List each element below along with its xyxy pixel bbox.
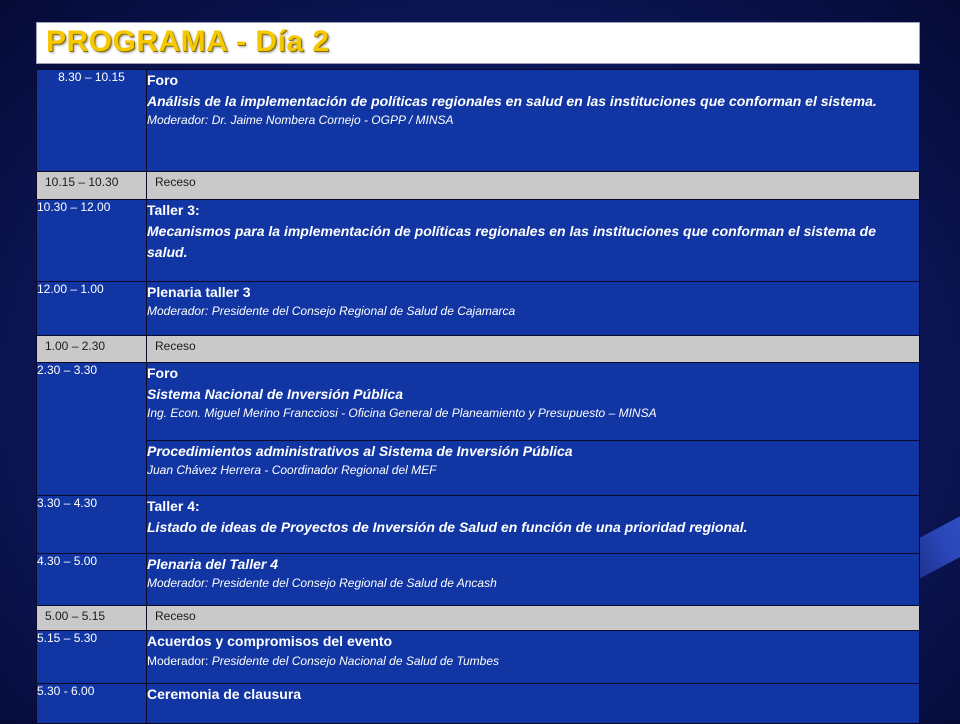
table-row <box>37 172 920 200</box>
agenda-table <box>36 69 920 724</box>
table-row <box>37 441 920 496</box>
time-cell: 12.00 – 1.00 <box>37 282 147 336</box>
session-cell <box>147 70 920 172</box>
time-cell: 10.15 – 10.30 <box>37 172 147 200</box>
table-row <box>37 336 920 363</box>
session-moderator <box>147 652 919 670</box>
session-speaker: Juan Chávez Herrera - Coordinador Regional del MEF <box>147 463 437 477</box>
moderator-name: Presidente del Consejo Nacional de Salud de Tumbes <box>211 654 499 668</box>
session-heading: Foro <box>147 72 179 88</box>
session-cell <box>147 496 920 554</box>
time-cell: 10.30 – 12.00 <box>37 200 147 282</box>
table-row <box>37 70 920 172</box>
table-row <box>37 554 920 606</box>
session-heading: Plenaria taller 3 <box>147 284 251 300</box>
session-cell <box>147 684 920 724</box>
session-cell <box>147 631 920 684</box>
session-topic: Sistema Nacional de Inversión Pública <box>147 386 403 402</box>
page-title: PROGRAMA - Día 2 <box>46 25 330 58</box>
time-cell: 4.30 – 5.00 <box>37 554 147 606</box>
session-speaker: Ing. Econ. Miguel Merino Francciosi - Oficina General de Planeamiento y Presupuesto – MINSA <box>147 406 657 420</box>
break-cell: Receso <box>147 172 920 200</box>
session-cell <box>147 441 920 496</box>
time-cell: 3.30 – 4.30 <box>37 496 147 554</box>
session-topic: Procedimientos administrativos al Sistema de Inversión Pública <box>147 443 573 459</box>
table-row <box>37 606 920 631</box>
time-cell: 5.15 – 5.30 <box>37 631 147 684</box>
table-row <box>37 496 920 554</box>
session-topic: Mecanismos para la implementación de políticas regionales en las instituciones que conforman el sistema de salud. <box>147 223 877 260</box>
time-cell: 8.30 – 10.15 <box>37 70 147 172</box>
session-moderator: Moderador: Presidente del Consejo Regional de Salud de Cajamarca <box>147 304 516 318</box>
session-heading: Acuerdos y compromisos del evento <box>147 633 393 649</box>
session-heading: Plenaria del Taller 4 <box>147 556 278 572</box>
session-heading: Taller 4: <box>147 498 200 514</box>
session-cell <box>147 282 920 336</box>
session-heading: Taller 3: <box>147 202 200 218</box>
moderator-prefix: Moderador: <box>147 654 212 668</box>
session-moderator: Moderador: Presidente del Consejo Regional de Salud de Ancash <box>147 576 497 590</box>
table-row <box>37 282 920 336</box>
break-cell: Receso <box>147 606 920 631</box>
break-cell: Receso <box>147 336 920 363</box>
time-cell: 2.30 – 3.30 <box>37 363 147 496</box>
table-row <box>37 200 920 282</box>
title-bar <box>36 22 920 64</box>
table-row <box>37 631 920 684</box>
session-topic: Listado de ideas de Proyectos de Inversión de Salud en función de una prioridad regional. <box>147 519 748 535</box>
session-heading: Ceremonia de clausura <box>147 686 302 702</box>
time-cell: 1.00 – 2.30 <box>37 336 147 363</box>
time-cell: 5.00 – 5.15 <box>37 606 147 631</box>
session-cell <box>147 363 920 441</box>
session-cell <box>147 554 920 606</box>
session-cell <box>147 200 920 282</box>
time-cell: 5.30 - 6.00 <box>37 684 147 724</box>
session-moderator: Moderador: Dr. Jaime Nombera Cornejo - OGPP / MINSA <box>147 113 454 127</box>
session-heading: Foro <box>147 365 179 381</box>
table-row <box>37 684 920 724</box>
table-row <box>37 363 920 441</box>
session-topic: Análisis de la implementación de políticas regionales en salud en las instituciones que conforman el sistema. <box>147 93 877 109</box>
